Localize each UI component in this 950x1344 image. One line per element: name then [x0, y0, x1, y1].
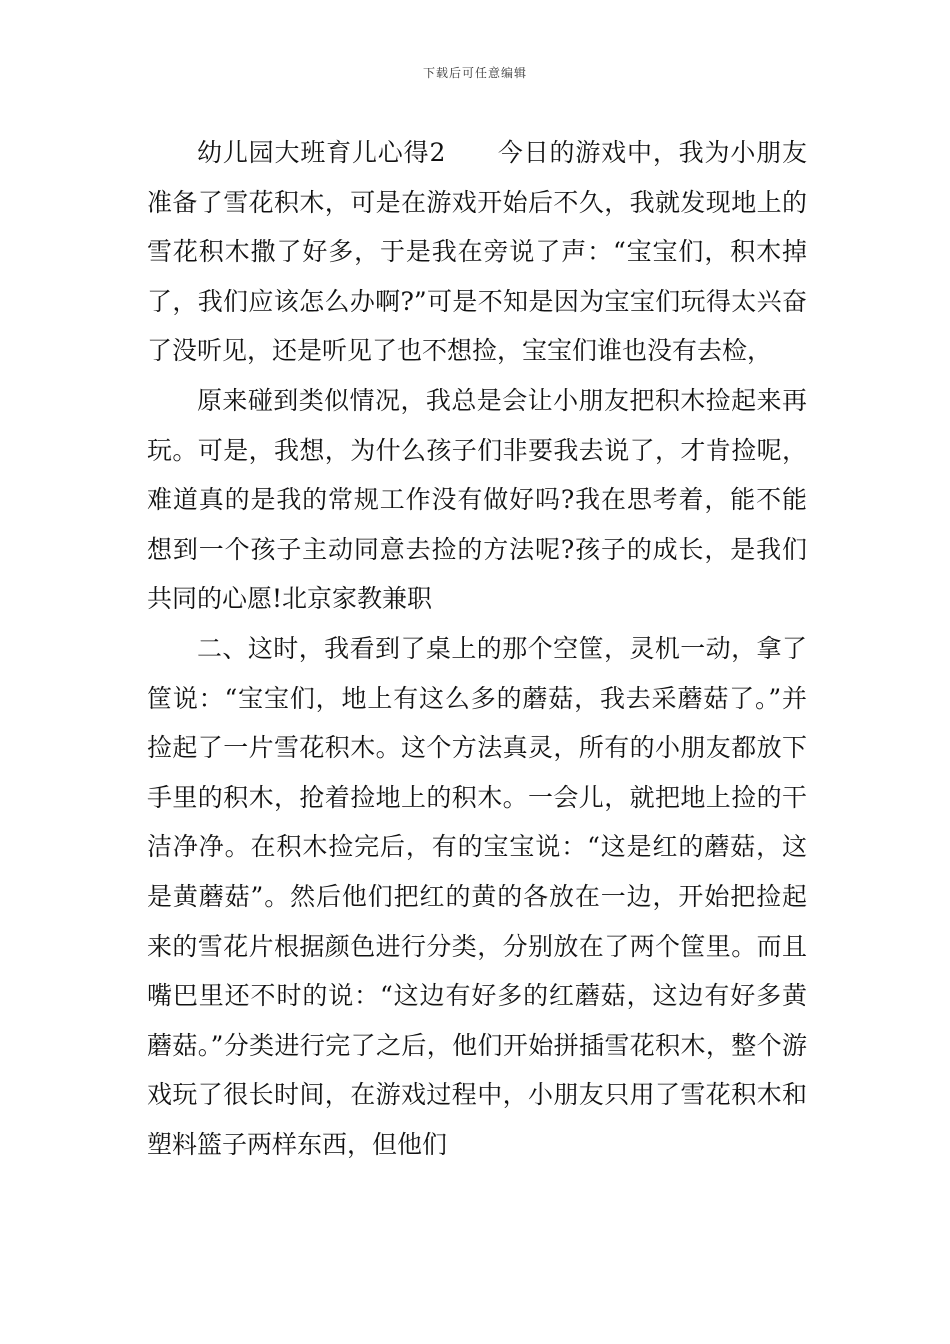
paragraph-3: 二、这时，我看到了桌上的那个空筐，灵机一动，拿了筐说：“宝宝们，地上有这么多的蘑菇，我去采蘑菇了。”并捡起了一片雪花积木。这个方法真灵，所有的小朋友都放下手里的积木，抢着捡地上的积木。一会儿，就把地上捡的干洁净净。在积木捡完后，有的宝宝说：“这是红的蘑菇，这是黄蘑菇”。然后他们把红的黄的各放在一边，开始把捡起来的雪花片根据颜色进行分类，分别放在了两个筐里。而且嘴巴里还不时的说：“这边有好多的红蘑菇，这边有好多黄蘑菇。”分类进行完了之后，他们开始拼插雪花积木，整个游戏玩了很长时间，在游戏过程中，小朋友只用了雪花积木和塑料篮子两样东西，但他们 — [147, 633, 807, 1159]
paragraph-1: 幼儿园大班育儿心得2 今日的游戏中，我为小朋友准备了雪花积木，可是在游戏开始后不久，我就发现地上的雪花积木撒了好多，于是我在旁说了声：“宝宝们，积木掉了，我们应该怎么办啊?”可是不知是因为宝宝们玩得太兴奋了没听见，还是听见了也不想捡，宝宝们谁也没有去检， — [147, 138, 807, 366]
document-body — [147, 128, 807, 1169]
paragraph-2: 原来碰到类似情况，我总是会让小朋友把积木捡起来再玩。可是，我想，为什么孩子们非要我去说了，才肯捡呢，难道真的是我的常规工作没有做好吗?我在思考着，能不能想到一个孩子主动同意去捡的方法呢?孩子的成长，是我们共同的心愿!北京家教兼职 — [147, 385, 807, 614]
page-header-note: 下载后可任意编辑 — [422, 66, 527, 80]
